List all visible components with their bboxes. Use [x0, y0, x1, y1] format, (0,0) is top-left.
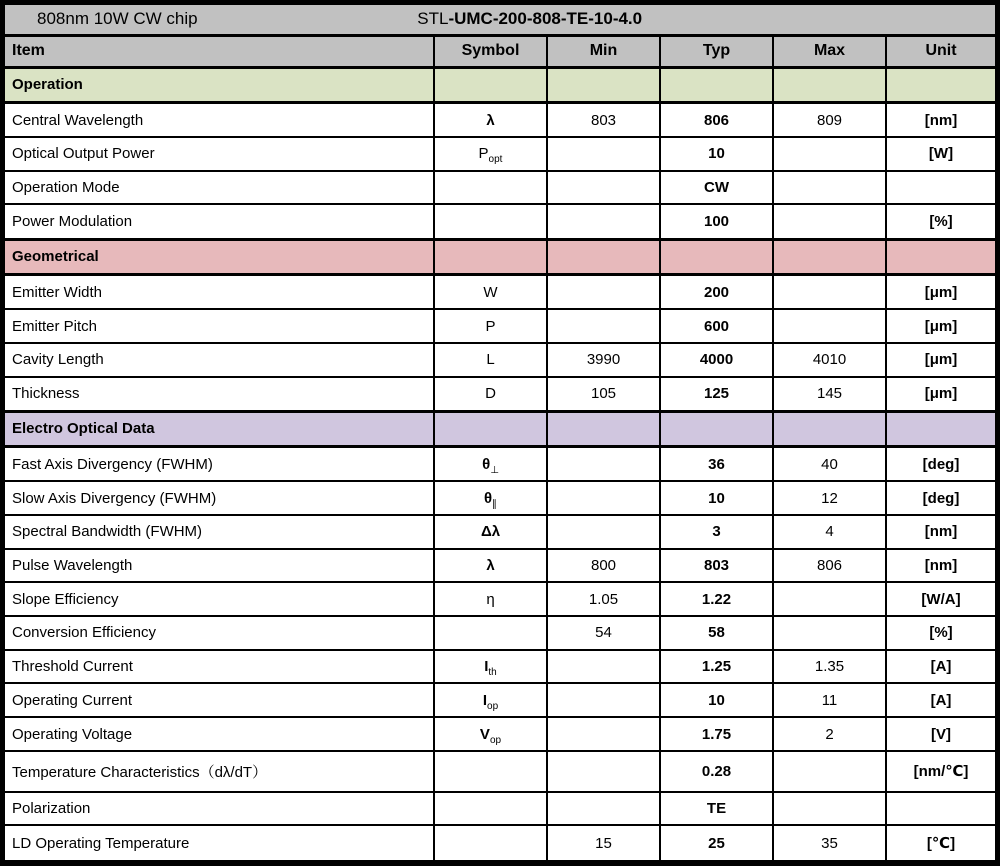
max-cell — [773, 616, 886, 650]
model-code: -UMC-200-808-TE-10-4.0 — [448, 9, 643, 29]
max-cell — [773, 171, 886, 205]
symbol-cell — [434, 825, 547, 861]
typ-cell: TE — [660, 792, 773, 826]
col-header-min: Min — [547, 35, 660, 67]
col-header-item: Item — [4, 35, 434, 67]
item-cell: Central Wavelength — [4, 102, 434, 137]
symbol-base: P — [485, 317, 496, 335]
title-cell — [4, 4, 996, 35]
min-cell — [547, 683, 660, 717]
unit-cell: [μm] — [886, 343, 996, 377]
item-cell: Spectral Bandwidth (FWHM) — [4, 515, 434, 549]
unit-cell: [nm] — [886, 515, 996, 549]
section-row-operation — [4, 67, 996, 102]
symbol-subscript: op — [487, 700, 499, 712]
symbol-base: I — [484, 658, 489, 676]
typ-cell: 36 — [660, 447, 773, 482]
typ-cell: 10 — [660, 683, 773, 717]
typ-cell: CW — [660, 171, 773, 205]
item-cell: Operation Mode — [4, 171, 434, 205]
unit-cell: [deg] — [886, 447, 996, 482]
section-title: Geometrical — [4, 239, 434, 274]
typ-cell: 25 — [660, 825, 773, 861]
spec-row — [4, 792, 996, 826]
spec-row — [4, 549, 996, 583]
unit-cell — [886, 171, 996, 205]
symbol-base: D — [485, 385, 496, 403]
max-cell: 40 — [773, 447, 886, 482]
spec-row — [4, 447, 996, 482]
symbol-base: Δλ — [480, 523, 501, 541]
model-number — [417, 9, 642, 29]
symbol-cell — [434, 137, 547, 171]
min-cell: 803 — [547, 102, 660, 137]
symbol-cell — [434, 275, 547, 310]
max-cell — [773, 582, 886, 616]
spec-row — [4, 650, 996, 684]
unit-cell: [℃] — [886, 825, 996, 861]
title-row — [4, 4, 996, 35]
symbol-cell — [434, 447, 547, 482]
max-cell: 35 — [773, 825, 886, 861]
unit-cell: [nm/℃] — [886, 751, 996, 792]
unit-cell: [%] — [886, 616, 996, 650]
max-cell: 4010 — [773, 343, 886, 377]
max-cell: 2 — [773, 717, 886, 751]
section-title: Operation — [4, 67, 434, 102]
unit-cell: [nm] — [886, 549, 996, 583]
unit-cell: [nm] — [886, 102, 996, 137]
spec-row — [4, 102, 996, 137]
unit-cell: [W/A] — [886, 582, 996, 616]
item-cell: Operating Voltage — [4, 717, 434, 751]
symbol-cell — [434, 751, 547, 792]
empty-cell — [773, 239, 886, 274]
max-cell: 145 — [773, 377, 886, 412]
symbol-cell — [434, 343, 547, 377]
min-cell — [547, 171, 660, 205]
max-cell — [773, 137, 886, 171]
spec-row — [4, 309, 996, 343]
max-cell — [773, 275, 886, 310]
item-cell: LD Operating Temperature — [4, 825, 434, 861]
min-cell: 15 — [547, 825, 660, 861]
empty-cell — [886, 67, 996, 102]
empty-cell — [547, 67, 660, 102]
min-cell — [547, 515, 660, 549]
symbol-cell — [434, 683, 547, 717]
item-cell: Optical Output Power — [4, 137, 434, 171]
symbol-base: η — [486, 590, 495, 608]
symbol-subscript: th — [488, 667, 497, 679]
typ-cell: 4000 — [660, 343, 773, 377]
item-cell: Conversion Efficiency — [4, 616, 434, 650]
symbol-cell — [434, 102, 547, 137]
unit-cell: [deg] — [886, 481, 996, 515]
max-cell: 11 — [773, 683, 886, 717]
max-cell: 806 — [773, 549, 886, 583]
spec-row — [4, 137, 996, 171]
unit-cell: [μm] — [886, 377, 996, 412]
typ-cell: 1.25 — [660, 650, 773, 684]
typ-cell: 1.22 — [660, 582, 773, 616]
spec-row — [4, 616, 996, 650]
symbol-cell — [434, 309, 547, 343]
typ-cell: 125 — [660, 377, 773, 412]
symbol-cell — [434, 377, 547, 412]
empty-cell — [434, 411, 547, 446]
col-header-typ: Typ — [660, 35, 773, 67]
col-header-symbol: Symbol — [434, 35, 547, 67]
unit-cell: [A] — [886, 650, 996, 684]
max-cell: 4 — [773, 515, 886, 549]
spec-row — [4, 683, 996, 717]
symbol-base: V — [479, 725, 490, 743]
symbol-cell — [434, 171, 547, 205]
spec-row — [4, 343, 996, 377]
unit-cell: [V] — [886, 717, 996, 751]
unit-cell: [%] — [886, 204, 996, 239]
col-header-unit: Unit — [886, 35, 996, 67]
symbol-base: θ — [483, 489, 493, 507]
spec-row — [4, 275, 996, 310]
spec-row — [4, 171, 996, 205]
item-cell: Threshold Current — [4, 650, 434, 684]
model-prefix: STL — [417, 9, 449, 29]
min-cell — [547, 751, 660, 792]
symbol-cell — [434, 616, 547, 650]
item-cell: Pulse Wavelength — [4, 549, 434, 583]
item-cell: Cavity Length — [4, 343, 434, 377]
unit-cell: [μm] — [886, 275, 996, 310]
item-cell: Thickness — [4, 377, 434, 412]
item-cell: Emitter Pitch — [4, 309, 434, 343]
symbol-cell — [434, 792, 547, 826]
item-cell: Temperature Characteristics（dλ/dT） — [4, 751, 434, 792]
empty-cell — [547, 411, 660, 446]
symbol-cell — [434, 515, 547, 549]
empty-cell — [660, 239, 773, 274]
spec-row — [4, 204, 996, 239]
empty-cell — [773, 411, 886, 446]
typ-cell: 0.28 — [660, 751, 773, 792]
min-cell: 54 — [547, 616, 660, 650]
symbol-base: θ — [482, 455, 491, 473]
unit-cell: [W] — [886, 137, 996, 171]
empty-cell — [773, 67, 886, 102]
product-name: 808nm 10W CW chip — [37, 9, 198, 29]
symbol-subscript: ∥ — [492, 498, 498, 510]
typ-cell: 600 — [660, 309, 773, 343]
symbol-base: L — [486, 351, 495, 369]
empty-cell — [547, 239, 660, 274]
typ-cell: 10 — [660, 481, 773, 515]
max-cell — [773, 792, 886, 826]
typ-cell: 806 — [660, 102, 773, 137]
empty-cell — [886, 239, 996, 274]
unit-cell — [886, 792, 996, 826]
spec-row — [4, 717, 996, 751]
spec-row — [4, 377, 996, 412]
spec-row — [4, 825, 996, 861]
min-cell — [547, 650, 660, 684]
symbol-cell — [434, 204, 547, 239]
min-cell — [547, 792, 660, 826]
empty-cell — [886, 411, 996, 446]
symbol-base: I — [482, 691, 488, 709]
typ-cell: 803 — [660, 549, 773, 583]
min-cell: 1.05 — [547, 582, 660, 616]
item-cell: Polarization — [4, 792, 434, 826]
min-cell: 800 — [547, 549, 660, 583]
symbol-base: λ — [486, 111, 495, 129]
col-header-max: Max — [773, 35, 886, 67]
item-cell: Slow Axis Divergency (FWHM) — [4, 481, 434, 515]
min-cell: 3990 — [547, 343, 660, 377]
symbol-subscript: ⊥ — [490, 464, 499, 476]
min-cell — [547, 309, 660, 343]
symbol-base: W — [483, 283, 498, 301]
empty-cell — [434, 67, 547, 102]
min-cell — [547, 275, 660, 310]
min-cell: 105 — [547, 377, 660, 412]
min-cell — [547, 137, 660, 171]
min-cell — [547, 447, 660, 482]
spec-row — [4, 481, 996, 515]
max-cell: 12 — [773, 481, 886, 515]
typ-cell: 10 — [660, 137, 773, 171]
max-cell — [773, 751, 886, 792]
max-cell — [773, 309, 886, 343]
min-cell — [547, 204, 660, 239]
item-cell: Power Modulation — [4, 204, 434, 239]
symbol-base: λ — [486, 556, 495, 574]
unit-cell: [A] — [886, 683, 996, 717]
item-cell: Slope Efficiency — [4, 582, 434, 616]
item-cell: Operating Current — [4, 683, 434, 717]
spec-table — [3, 3, 997, 862]
symbol-subscript: op — [489, 734, 502, 746]
min-cell — [547, 717, 660, 751]
column-header-row — [4, 35, 996, 67]
typ-cell: 58 — [660, 616, 773, 650]
max-cell: 809 — [773, 102, 886, 137]
typ-cell: 100 — [660, 204, 773, 239]
symbol-cell — [434, 650, 547, 684]
empty-cell — [660, 411, 773, 446]
max-cell: 1.35 — [773, 650, 886, 684]
empty-cell — [434, 239, 547, 274]
symbol-cell — [434, 582, 547, 616]
symbol-cell — [434, 481, 547, 515]
typ-cell: 3 — [660, 515, 773, 549]
max-cell — [773, 204, 886, 239]
section-title: Electro Optical Data — [4, 411, 434, 446]
symbol-subscript: opt — [488, 154, 503, 166]
empty-cell — [660, 67, 773, 102]
symbol-base: P — [478, 145, 489, 163]
section-row-electro-optical — [4, 411, 996, 446]
spec-row — [4, 582, 996, 616]
typ-cell: 1.75 — [660, 717, 773, 751]
min-cell — [547, 481, 660, 515]
section-row-geometrical — [4, 239, 996, 274]
spec-row — [4, 515, 996, 549]
symbol-cell — [434, 549, 547, 583]
item-cell: Emitter Width — [4, 275, 434, 310]
typ-cell: 200 — [660, 275, 773, 310]
spec-row — [4, 751, 996, 792]
unit-cell: [μm] — [886, 309, 996, 343]
item-cell: Fast Axis Divergency (FWHM) — [4, 447, 434, 482]
symbol-cell — [434, 717, 547, 751]
